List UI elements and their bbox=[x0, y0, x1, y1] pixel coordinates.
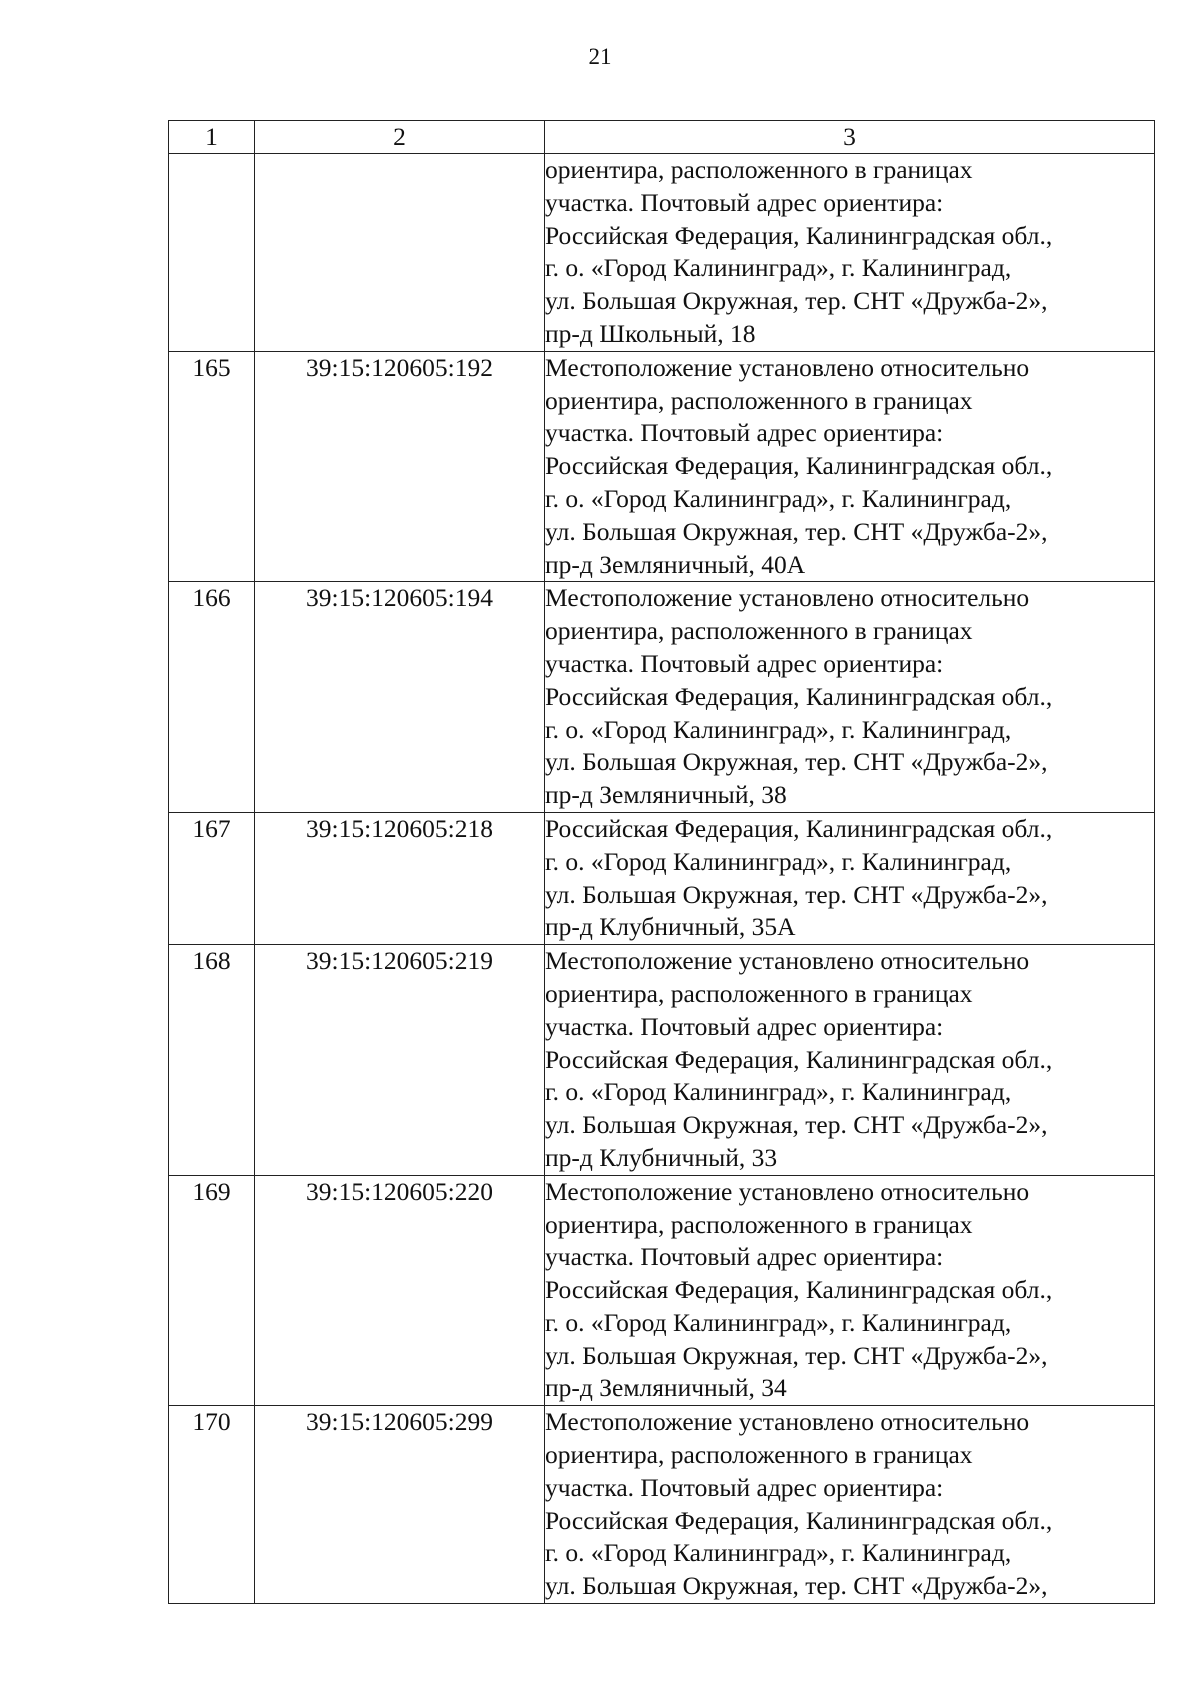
table-row bbox=[169, 812, 1155, 944]
location-description: Местоположение установлено относительно ориентира, расположенного в границах участка. Почтовый адрес ориентира: Российская Федерация, Калининградская обл., г. о. «Город Калининград», г. Калининград, ул. Большая Окружная, тер. СНТ «Дружба-2», bbox=[545, 1406, 1155, 1604]
table-row bbox=[169, 154, 1155, 352]
location-description: Российская Федерация, Калининградская обл., г. о. «Город Калининград», г. Калининград, ул. Большая Окружная, тер. СНТ «Дружба-2», пр-д Клубничный, 35А bbox=[545, 812, 1155, 944]
cadastral-number bbox=[255, 154, 545, 352]
row-number: 166 bbox=[169, 582, 255, 813]
row-number: 169 bbox=[169, 1175, 255, 1406]
location-description: Местоположение установлено относительно ориентира, расположенного в границах участка. Почтовый адрес ориентира: Российская Федерация, Калининградская обл., г. о. «Город Калининград», г. Калининград, ул. Большая Окружная, тер. СНТ «Дружба-2», пр-д Земляничный, 40А bbox=[545, 351, 1155, 582]
page-number: 21 bbox=[588, 44, 612, 69]
table-row bbox=[169, 945, 1155, 1176]
cadastral-number: 39:15:120605:220 bbox=[255, 1175, 545, 1406]
row-number bbox=[169, 154, 255, 352]
cadastral-number: 39:15:120605:192 bbox=[255, 351, 545, 582]
cadastral-number: 39:15:120605:219 bbox=[255, 945, 545, 1176]
row-number: 170 bbox=[169, 1406, 255, 1604]
cadastral-number: 39:15:120605:194 bbox=[255, 582, 545, 813]
location-description: Местоположение установлено относительно ориентира, расположенного в границах участка. Почтовый адрес ориентира: Российская Федерация, Калининградская обл., г. о. «Город Калининград», г. Калининград, ул. Большая Окружная, тер. СНТ «Дружба-2», пр-д Клубничный, 33 bbox=[545, 945, 1155, 1176]
location-description: Местоположение установлено относительно ориентира, расположенного в границах участка. Почтовый адрес ориентира: Российская Федерация, Калининградская обл., г. о. «Город Калининград», г. Калининград, ул. Большая Окружная, тер. СНТ «Дружба-2», пр-д Земляничный, 38 bbox=[545, 582, 1155, 813]
row-number: 165 bbox=[169, 351, 255, 582]
table-header-row bbox=[169, 121, 1155, 154]
row-number: 168 bbox=[169, 945, 255, 1176]
table-row bbox=[169, 582, 1155, 813]
cadastral-number: 39:15:120605:299 bbox=[255, 1406, 545, 1604]
table-row bbox=[169, 1175, 1155, 1406]
location-description: Местоположение установлено относительно ориентира, расположенного в границах участка. Почтовый адрес ориентира: Российская Федерация, Калининградская обл., г. о. «Город Калининград», г. Калининград, ул. Большая Окружная, тер. СНТ «Дружба-2», пр-д Земляничный, 34 bbox=[545, 1175, 1155, 1406]
column-header-number: 1 bbox=[169, 121, 255, 154]
column-header-description: 3 bbox=[545, 121, 1155, 154]
land-plots-table bbox=[168, 120, 1155, 1604]
column-header-cadastral: 2 bbox=[255, 121, 545, 154]
cadastral-number: 39:15:120605:218 bbox=[255, 812, 545, 944]
location-description: ориентира, расположенного в границах участка. Почтовый адрес ориентира: Российская Федерация, Калининградская обл., г. о. «Город Калининград», г. Калининград, ул. Большая Окружная, тер. СНТ «Дружба-2», пр-д Школьный, 18 bbox=[545, 154, 1155, 352]
table-row bbox=[169, 1406, 1155, 1604]
table-row bbox=[169, 351, 1155, 582]
row-number: 167 bbox=[169, 812, 255, 944]
